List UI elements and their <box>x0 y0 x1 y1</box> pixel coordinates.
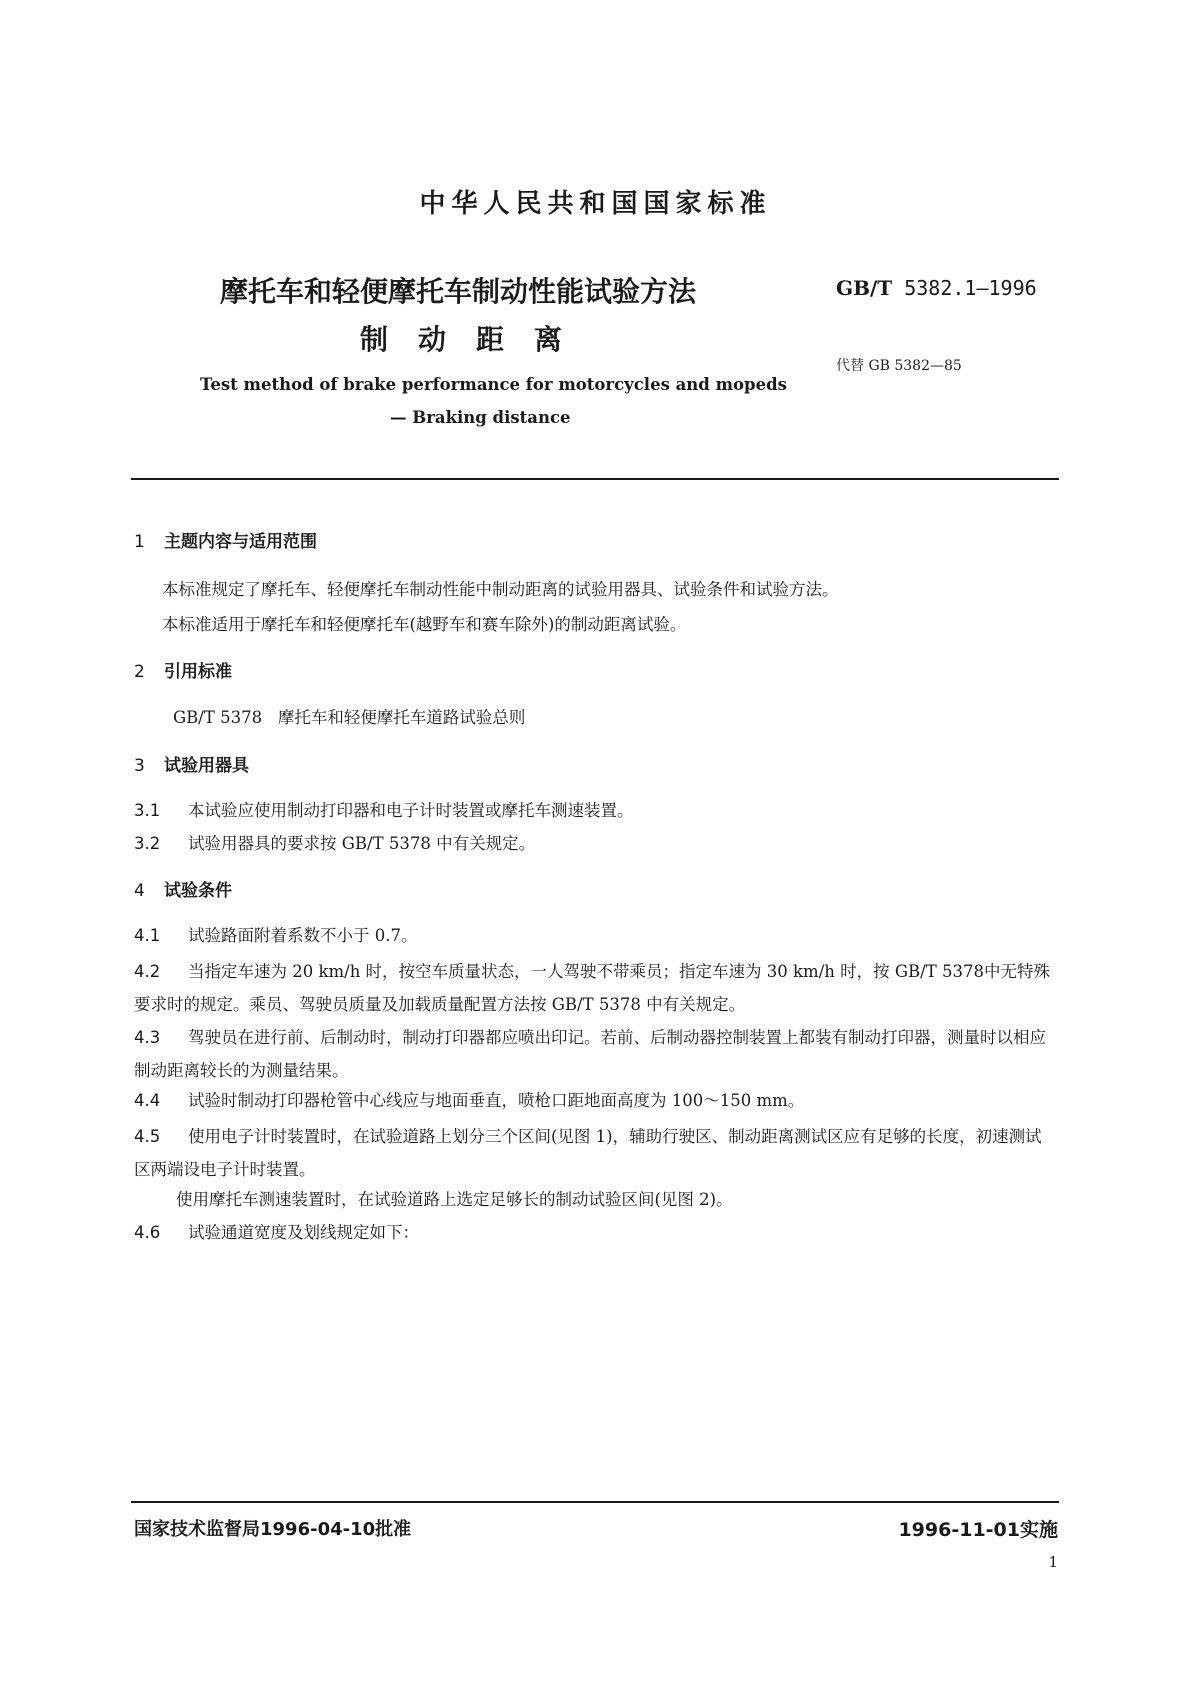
standard-number <box>836 276 1037 300</box>
clause <box>134 955 1056 1021</box>
english-title-line1: Test method of brake performance for motorcycles and mopeds <box>200 375 787 394</box>
reference-entry <box>173 704 525 728</box>
clause-number: 4.4 <box>134 1091 161 1110</box>
national-standard-heading: 中华人民共和国国家标准 <box>419 189 772 219</box>
effective-date: 1996-11-01实施 <box>898 1519 1058 1541</box>
paragraph: 使用摩托车测速装置时，在试验道路上选定足够长的制动试验区间(见图 2)。 <box>176 1190 733 1209</box>
clause-number: 3.1 <box>134 801 161 820</box>
paragraph: 本标准适用于摩托车和轻便摩托车(越野车和赛车除外)的制动距离试验。 <box>162 615 687 634</box>
section-number: 4 <box>134 881 145 901</box>
document-title-line1: 摩托车和轻便摩托车制动性能试验方法 <box>220 275 697 308</box>
clause-number: 4.2 <box>134 962 161 981</box>
clause-number: 4.6 <box>134 1223 161 1242</box>
section-number: 1 <box>134 532 145 552</box>
section-title: 引用标准 <box>164 662 232 682</box>
clause-number: 4.1 <box>134 926 161 945</box>
section-heading-4 <box>134 876 232 901</box>
english-title-line2: — Braking distance <box>390 408 571 427</box>
section-number: 3 <box>134 756 145 776</box>
clause <box>134 797 1056 821</box>
clause <box>134 1021 1056 1087</box>
section-heading-1 <box>134 527 317 552</box>
standard-code: 5382.1—1996 <box>904 276 1037 300</box>
clause-number: 3.2 <box>134 834 161 853</box>
clause <box>134 830 1056 854</box>
clause-text: 驾驶员在进行前、后制动时，制动打印器都应喷出印记。若前、后制动器控制装置上都装有制动打印器，测量时以相应制动距离较长的为测量结果。 <box>134 1028 1046 1080</box>
clause-number: 4.5 <box>134 1127 161 1146</box>
clause-text: 试验路面附着系数不小于 0.7。 <box>188 926 418 945</box>
replaces-standard: 代替 GB 5382—85 <box>836 358 962 374</box>
section-heading-2 <box>134 657 232 682</box>
reference-code: GB/T 5378 <box>173 708 263 727</box>
paragraph: 本标准规定了摩托车、轻便摩托车制动性能中制动距离的试验用器具、试验条件和试验方法。 <box>162 580 839 599</box>
clause <box>134 1219 1056 1243</box>
page-number: 1 <box>1048 1553 1058 1571</box>
clause <box>134 1087 1056 1111</box>
clause-text: 试验用器具的要求按 GB/T 5378 中有关规定。 <box>188 834 536 853</box>
section-title: 试验条件 <box>164 881 232 901</box>
reference-title: 摩托车和轻便摩托车道路试验总则 <box>277 708 526 727</box>
clause-text: 本试验应使用制动打印器和电子计时装置或摩托车测速装置。 <box>188 801 634 820</box>
section-title: 主题内容与适用范围 <box>164 532 317 552</box>
clause-text: 当指定车速为 20 km/h 时，按空车质量状态，一人驾驶不带乘员；指定车速为 30 km/h 时，按 GB/T 5378中无特殊要求时的规定。乘员、驾驶员质量及加载质量配置方法按 GB/T 5378 中有关规定。 <box>134 962 1050 1014</box>
section-number: 2 <box>134 662 145 682</box>
section-heading-3 <box>134 751 249 776</box>
section-title: 试验用器具 <box>164 756 249 776</box>
clause <box>134 1120 1056 1186</box>
header-divider <box>131 478 1059 480</box>
clause-number: 4.3 <box>134 1028 161 1047</box>
approval-date: 国家技术监督局1996-04-10批准 <box>134 1519 412 1540</box>
clause-text: 试验通道宽度及划线规定如下： <box>188 1223 419 1242</box>
footer-divider <box>131 1501 1059 1503</box>
clause-text: 使用电子计时装置时，在试验道路上划分三个区间(见图 1)，辅助行驶区、制动距离测试区应有足够的长度，初速测试区两端设电子计时装置。 <box>134 1127 1042 1179</box>
document-title-line2: 制动距离 <box>360 323 593 356</box>
standard-prefix: GB/T <box>836 276 893 300</box>
clause-text: 试验时制动打印器枪管中心线应与地面垂直，喷枪口距地面高度为 100～150 mm。 <box>188 1091 805 1110</box>
clause <box>134 922 1056 946</box>
